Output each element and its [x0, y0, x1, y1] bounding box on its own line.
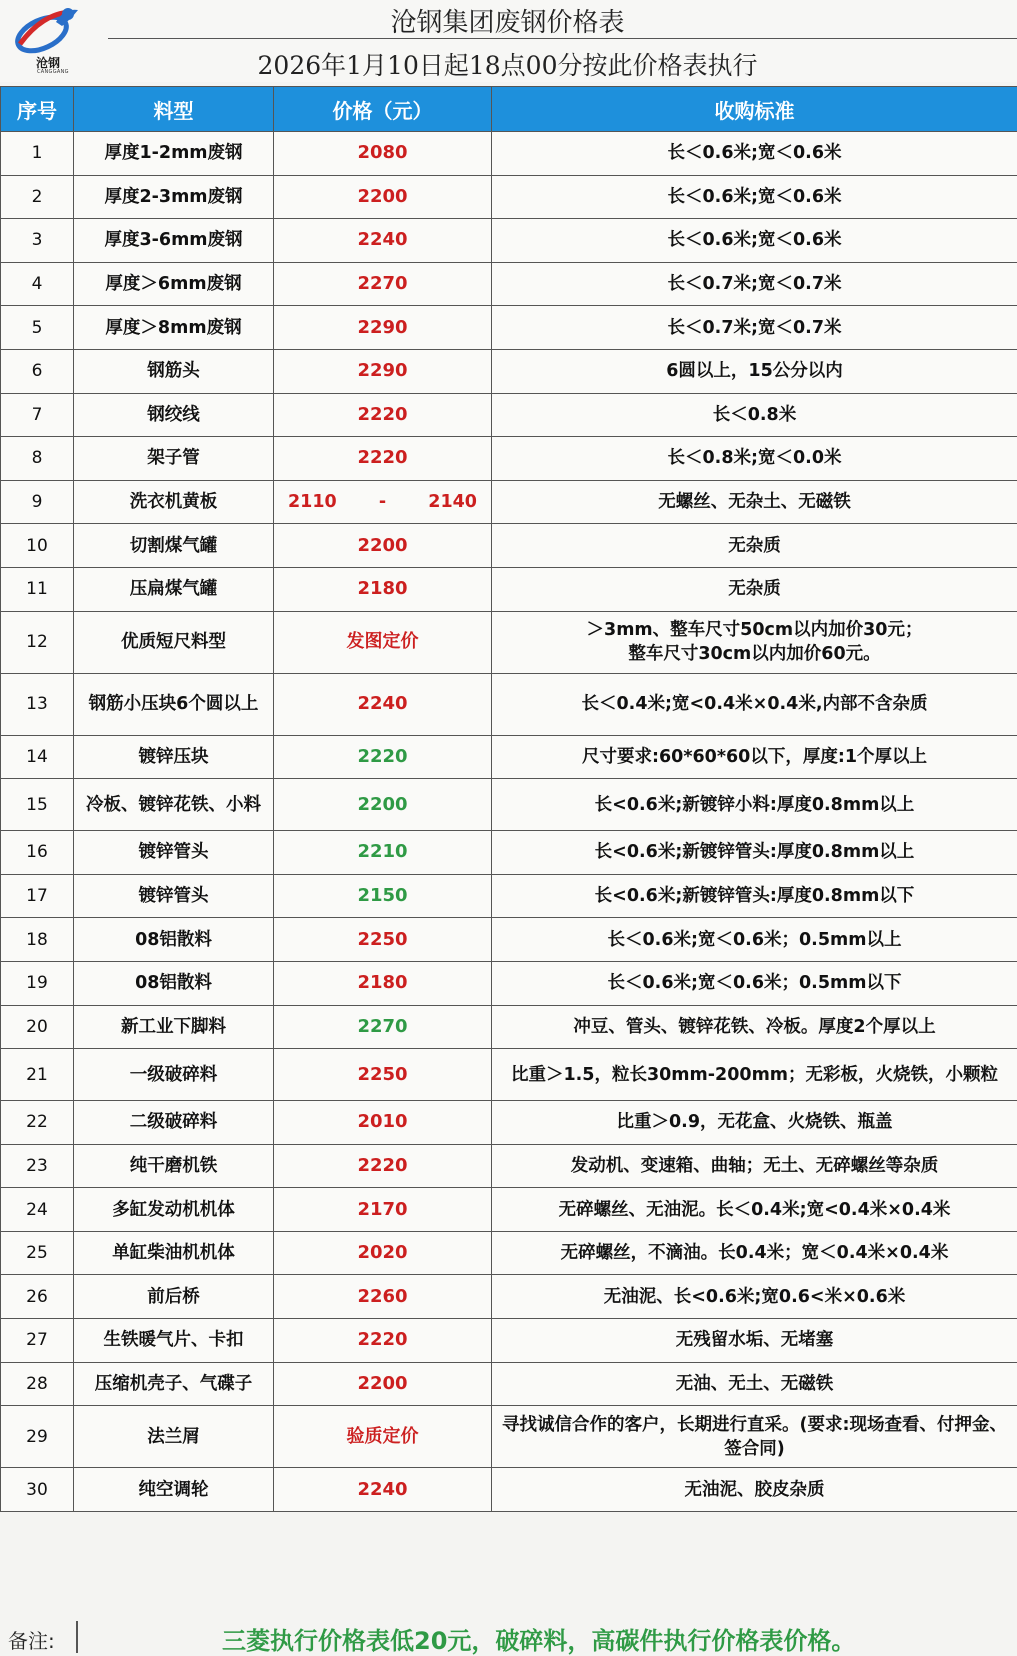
price: 2010	[274, 1101, 492, 1145]
price: 2200	[274, 1362, 492, 1406]
purchase-standard: 冲豆、管头、镀锌花铁、冷板。厚度2个厚以上	[492, 1005, 1017, 1049]
row-number: 18	[1, 918, 74, 962]
purchase-standard: 比重＞1.5，粒长30mm-200mm；无彩板，火烧铁，小颗粒	[492, 1049, 1017, 1101]
column-header-no: 序号	[1, 87, 74, 132]
row-number: 24	[1, 1188, 74, 1232]
material-type: 洗衣机黄板	[74, 480, 274, 524]
price: 2210	[274, 831, 492, 875]
row-number: 23	[1, 1144, 74, 1188]
material-type: 优质短尺料型	[74, 611, 274, 673]
material-type: 生铁暖气片、卡扣	[74, 1319, 274, 1363]
column-header-price: 价格（元）	[274, 87, 492, 132]
table-row	[1, 1468, 1017, 1512]
note-divider	[76, 1621, 78, 1653]
purchase-standard: 发动机、变速箱、曲轴；无土、无碎螺丝等杂质	[492, 1144, 1017, 1188]
row-number: 14	[1, 735, 74, 779]
price: 2240	[274, 1468, 492, 1512]
price: 2220	[274, 1144, 492, 1188]
page-header	[0, 0, 1017, 82]
purchase-standard: 长＜0.8米	[492, 393, 1017, 437]
purchase-standard: 无杂质	[492, 567, 1017, 611]
material-type: 镀锌压块	[74, 735, 274, 779]
price: 2240	[274, 219, 492, 263]
material-type: 厚度2-3mm废钢	[74, 175, 274, 219]
material-type: 冷板、镀锌花铁、小料	[74, 779, 274, 831]
price: 2200	[274, 779, 492, 831]
purchase-standard: 长＜0.8米;宽＜0.0米	[492, 437, 1017, 481]
row-number: 27	[1, 1319, 74, 1363]
price: 2290	[274, 306, 492, 350]
table-row	[1, 918, 1017, 962]
material-type: 架子管	[74, 437, 274, 481]
table-row	[1, 735, 1017, 779]
price-sep: -	[379, 490, 386, 514]
page-title: 沧钢集团废钢价格表	[105, 2, 910, 39]
table-row	[1, 1319, 1017, 1363]
table-row	[1, 306, 1017, 350]
price-range	[274, 480, 492, 524]
price: 2250	[274, 918, 492, 962]
row-number: 17	[1, 874, 74, 918]
material-type: 08铝散料	[74, 918, 274, 962]
column-header-standard: 收购标准	[492, 87, 1017, 132]
table-row	[1, 1005, 1017, 1049]
row-number: 22	[1, 1101, 74, 1145]
purchase-standard: 长<0.6米;新镀锌小料:厚度0.8mm以上	[492, 779, 1017, 831]
price: 2260	[274, 1275, 492, 1319]
row-number: 26	[1, 1275, 74, 1319]
purchase-standard: ＞3mm、整车尺寸50cm以内加价30元； 整车尺寸30cm以内加价60元。	[492, 611, 1017, 673]
material-type: 厚度＞8mm废钢	[74, 306, 274, 350]
row-number: 6	[1, 349, 74, 393]
table-row	[1, 175, 1017, 219]
column-header-type: 料型	[74, 87, 274, 132]
material-type: 钢筋头	[74, 349, 274, 393]
price-low: 2110	[288, 490, 337, 514]
material-type: 前后桥	[74, 1275, 274, 1319]
row-number: 15	[1, 779, 74, 831]
material-type: 单缸柴油机机体	[74, 1231, 274, 1275]
table-row	[1, 480, 1017, 524]
price: 发图定价	[274, 611, 492, 673]
row-number: 12	[1, 611, 74, 673]
material-type: 法兰屑	[74, 1406, 274, 1468]
table-header-row	[1, 87, 1017, 132]
price: 2290	[274, 349, 492, 393]
row-number: 29	[1, 1406, 74, 1468]
purchase-standard: 无残留水垢、无堵塞	[492, 1319, 1017, 1363]
row-number: 13	[1, 673, 74, 735]
material-type: 厚度＞6mm废钢	[74, 262, 274, 306]
purchase-standard: 无碎螺丝，不滴油。长0.4米；宽＜0.4米×0.4米	[492, 1231, 1017, 1275]
note-text: 三菱执行价格表低20元，破碎料，高碳件执行价格表价格。	[222, 1621, 855, 1656]
material-type: 厚度3-6mm废钢	[74, 219, 274, 263]
material-type: 压缩机壳子、气碟子	[74, 1362, 274, 1406]
material-type: 镀锌管头	[74, 831, 274, 875]
purchase-standard: 无油泥、长<0.6米;宽0.6<米×0.6米	[492, 1275, 1017, 1319]
price: 2220	[274, 393, 492, 437]
page-subtitle: 2026年1月10日起18点00分按此价格表执行	[105, 46, 910, 82]
table-row	[1, 831, 1017, 875]
table-row	[1, 1362, 1017, 1406]
table-row	[1, 349, 1017, 393]
purchase-standard: 长＜0.6米;宽＜0.6米；0.5mm以上	[492, 918, 1017, 962]
table-row	[1, 524, 1017, 568]
table-row	[1, 437, 1017, 481]
price: 2200	[274, 175, 492, 219]
table-row	[1, 961, 1017, 1005]
price: 2200	[274, 524, 492, 568]
row-number: 1	[1, 132, 74, 176]
material-type: 纯空调轮	[74, 1468, 274, 1512]
material-type: 钢绞线	[74, 393, 274, 437]
row-number: 20	[1, 1005, 74, 1049]
table-row	[1, 1049, 1017, 1101]
material-type: 08铝散料	[74, 961, 274, 1005]
row-number: 4	[1, 262, 74, 306]
price: 2220	[274, 735, 492, 779]
table-row	[1, 567, 1017, 611]
material-type: 纯干磨机铁	[74, 1144, 274, 1188]
price: 2270	[274, 1005, 492, 1049]
table-row	[1, 132, 1017, 176]
material-type: 钢筋小压块6个圆以上	[74, 673, 274, 735]
row-number: 28	[1, 1362, 74, 1406]
purchase-standard: 比重＞0.9，无花盒、火烧铁、瓶盖	[492, 1101, 1017, 1145]
table-row	[1, 1406, 1017, 1468]
purchase-standard: 无螺丝、无杂土、无磁铁	[492, 480, 1017, 524]
purchase-standard: 长＜0.4米;宽<0.4米×0.4米,内部不含杂质	[492, 673, 1017, 735]
purchase-standard: 长＜0.7米;宽＜0.7米	[492, 306, 1017, 350]
row-number: 5	[1, 306, 74, 350]
table-row	[1, 779, 1017, 831]
table-row	[1, 1101, 1017, 1145]
price: 验质定价	[274, 1406, 492, 1468]
row-number: 25	[1, 1231, 74, 1275]
table-body	[1, 132, 1017, 1512]
price-high: 2140	[428, 490, 477, 514]
note-bar	[0, 1621, 1017, 1653]
row-number: 7	[1, 393, 74, 437]
purchase-standard: 6圆以上，15公分以内	[492, 349, 1017, 393]
price: 2250	[274, 1049, 492, 1101]
table-row	[1, 219, 1017, 263]
purchase-standard: 长＜0.6米;宽＜0.6米	[492, 132, 1017, 176]
material-type: 镀锌管头	[74, 874, 274, 918]
material-type: 新工业下脚料	[74, 1005, 274, 1049]
note-label: 备注:	[8, 1625, 55, 1654]
price: 2170	[274, 1188, 492, 1232]
price: 2150	[274, 874, 492, 918]
row-number: 16	[1, 831, 74, 875]
row-number: 3	[1, 219, 74, 263]
purchase-standard: 寻找诚信合作的客户，长期进行直采。(要求:现场查看、付押金、签合同)	[492, 1406, 1017, 1468]
price: 2180	[274, 961, 492, 1005]
table-row	[1, 262, 1017, 306]
table-row	[1, 1275, 1017, 1319]
table-row	[1, 1188, 1017, 1232]
material-type: 切割煤气罐	[74, 524, 274, 568]
table-row	[1, 1144, 1017, 1188]
price: 2180	[274, 567, 492, 611]
price: 2080	[274, 132, 492, 176]
material-type: 压扁煤气罐	[74, 567, 274, 611]
table-row	[1, 611, 1017, 673]
purchase-standard: 长＜0.6米;宽＜0.6米；0.5mm以下	[492, 961, 1017, 1005]
purchase-standard: 无油泥、胶皮杂质	[492, 1468, 1017, 1512]
material-type: 一级破碎料	[74, 1049, 274, 1101]
purchase-standard: 无杂质	[492, 524, 1017, 568]
row-number: 8	[1, 437, 74, 481]
title-divider	[108, 38, 1017, 39]
row-number: 11	[1, 567, 74, 611]
purchase-standard: 长＜0.7米;宽＜0.7米	[492, 262, 1017, 306]
table-row	[1, 673, 1017, 735]
table-row	[1, 393, 1017, 437]
purchase-standard: 长<0.6米;新镀锌管头:厚度0.8mm以下	[492, 874, 1017, 918]
price: 2020	[274, 1231, 492, 1275]
row-number: 9	[1, 480, 74, 524]
row-number: 30	[1, 1468, 74, 1512]
purchase-standard: 长<0.6米;新镀锌管头:厚度0.8mm以上	[492, 831, 1017, 875]
material-type: 多缸发动机机体	[74, 1188, 274, 1232]
row-number: 19	[1, 961, 74, 1005]
price: 2220	[274, 437, 492, 481]
price: 2270	[274, 262, 492, 306]
material-type: 厚度1-2mm废钢	[74, 132, 274, 176]
purchase-standard: 无碎螺丝、无油泥。长＜0.4米;宽<0.4米×0.4米	[492, 1188, 1017, 1232]
price: 2240	[274, 673, 492, 735]
purchase-standard: 尺寸要求:60*60*60以下，厚度:1个厚以上	[492, 735, 1017, 779]
table-row	[1, 1231, 1017, 1275]
row-number: 2	[1, 175, 74, 219]
purchase-standard: 长＜0.6米;宽＜0.6米	[492, 175, 1017, 219]
purchase-standard: 无油、无土、无磁铁	[492, 1362, 1017, 1406]
logo-text: 沧钢	[36, 54, 60, 71]
row-number: 10	[1, 524, 74, 568]
price-table	[0, 86, 1017, 1512]
table-row	[1, 874, 1017, 918]
purchase-standard: 长＜0.6米;宽＜0.6米	[492, 219, 1017, 263]
logo-subtext: CANGGANG	[37, 69, 69, 75]
material-type: 二级破碎料	[74, 1101, 274, 1145]
price: 2220	[274, 1319, 492, 1363]
row-number: 21	[1, 1049, 74, 1101]
